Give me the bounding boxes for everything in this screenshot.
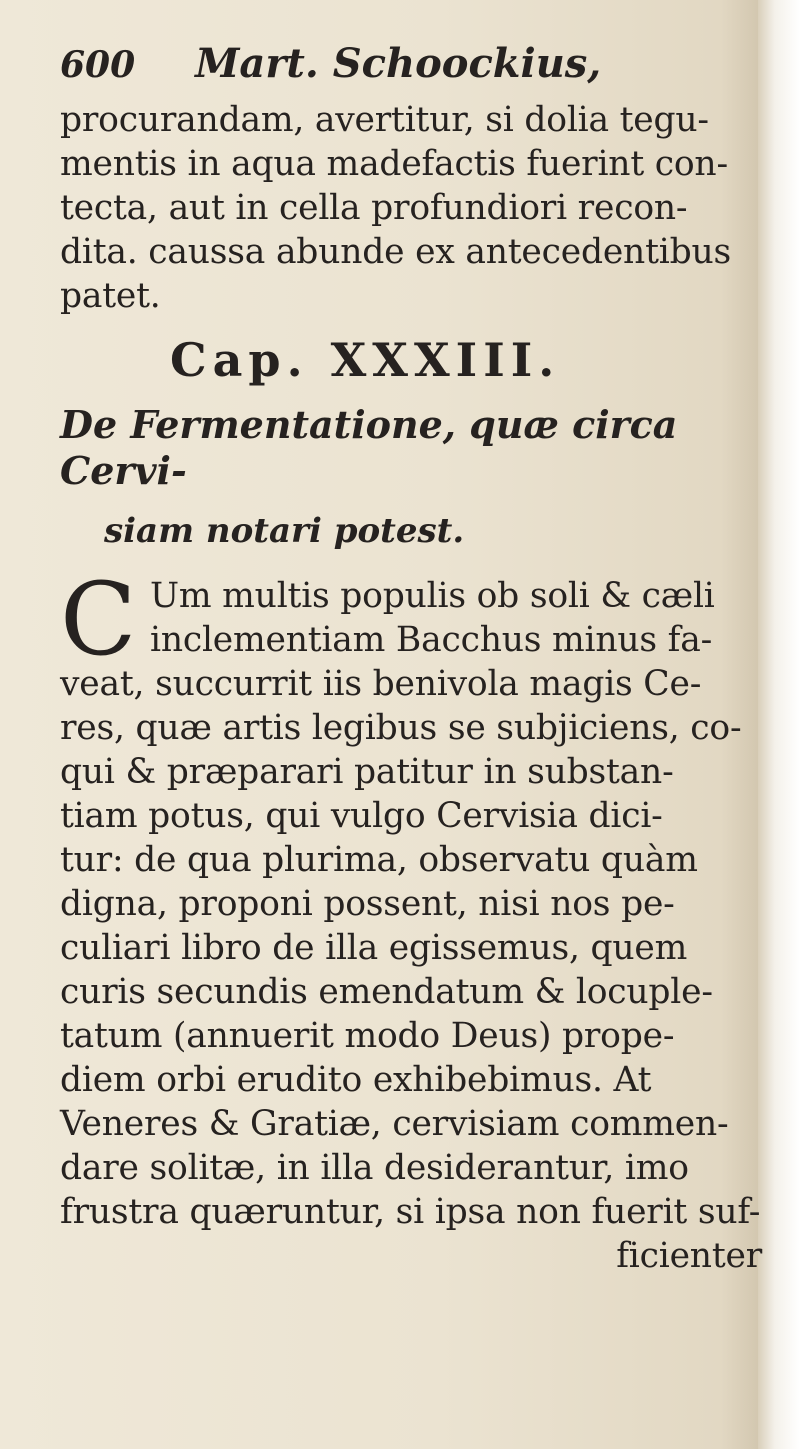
text-line: curis secundis emendatum & locuple- — [60, 972, 713, 1012]
text-line: tatum (annuerit modo Deus) prope- — [60, 1016, 675, 1056]
text-line: diem orbi erudito exhibebimus. At — [60, 1060, 652, 1100]
text-line: patet. — [60, 276, 161, 316]
text-line: dare solitæ, in illa desiderantur, imo — [60, 1148, 689, 1188]
text-line: tecta, aut in cella profundiori recon- — [60, 188, 688, 228]
text-line: dita. caussa abunde ex antecedentibus — [60, 232, 731, 272]
text-line: procurandam, avertitur, si dolia tegu- — [60, 100, 709, 140]
text-line: tiam potus, qui vulgo Cervisia dici- — [60, 796, 663, 836]
text-line: Veneres & Gratiæ, cervisiam commen- — [60, 1104, 729, 1144]
text-line: culiari libro de illa egissemus, quem — [60, 928, 688, 968]
body-paragraph — [60, 561, 772, 1278]
text-line: res, quæ artis legibus se subjiciens, co- — [60, 708, 742, 748]
text-line: qui & præparari patitur in substan- — [60, 752, 674, 792]
text-line: mentis in aqua madefactis fuerint con- — [60, 144, 728, 184]
page-header — [60, 40, 772, 98]
text-line: digna, proponi possent, nisi nos pe- — [60, 884, 675, 924]
page-number: 600 — [60, 44, 136, 86]
chapter-heading: Cap. XXXIII. — [170, 333, 561, 387]
text-line: tur: de qua plurima, observatu quàm — [60, 840, 698, 880]
text-line: veat, succurrit iis benivola magis Ce- — [60, 664, 702, 704]
text-line: ficienter — [616, 1236, 762, 1276]
text-line: inclementiam Bacchus minus fa- — [150, 620, 713, 660]
running-head: Mart. Schoockius, — [195, 40, 602, 87]
text-line: frustra quæruntur, si ipsa non fuerit suf- — [60, 1192, 761, 1232]
chapter-title-line: De Fermentatione, quæ circa Cervi- — [60, 402, 678, 493]
text-block — [60, 40, 772, 1278]
intro-paragraph — [60, 98, 772, 318]
text-line: Um multis populis ob soli & cæli — [150, 576, 715, 616]
chapter-title-line: siam notari potest. — [104, 511, 465, 551]
drop-cap: C — [60, 561, 137, 678]
